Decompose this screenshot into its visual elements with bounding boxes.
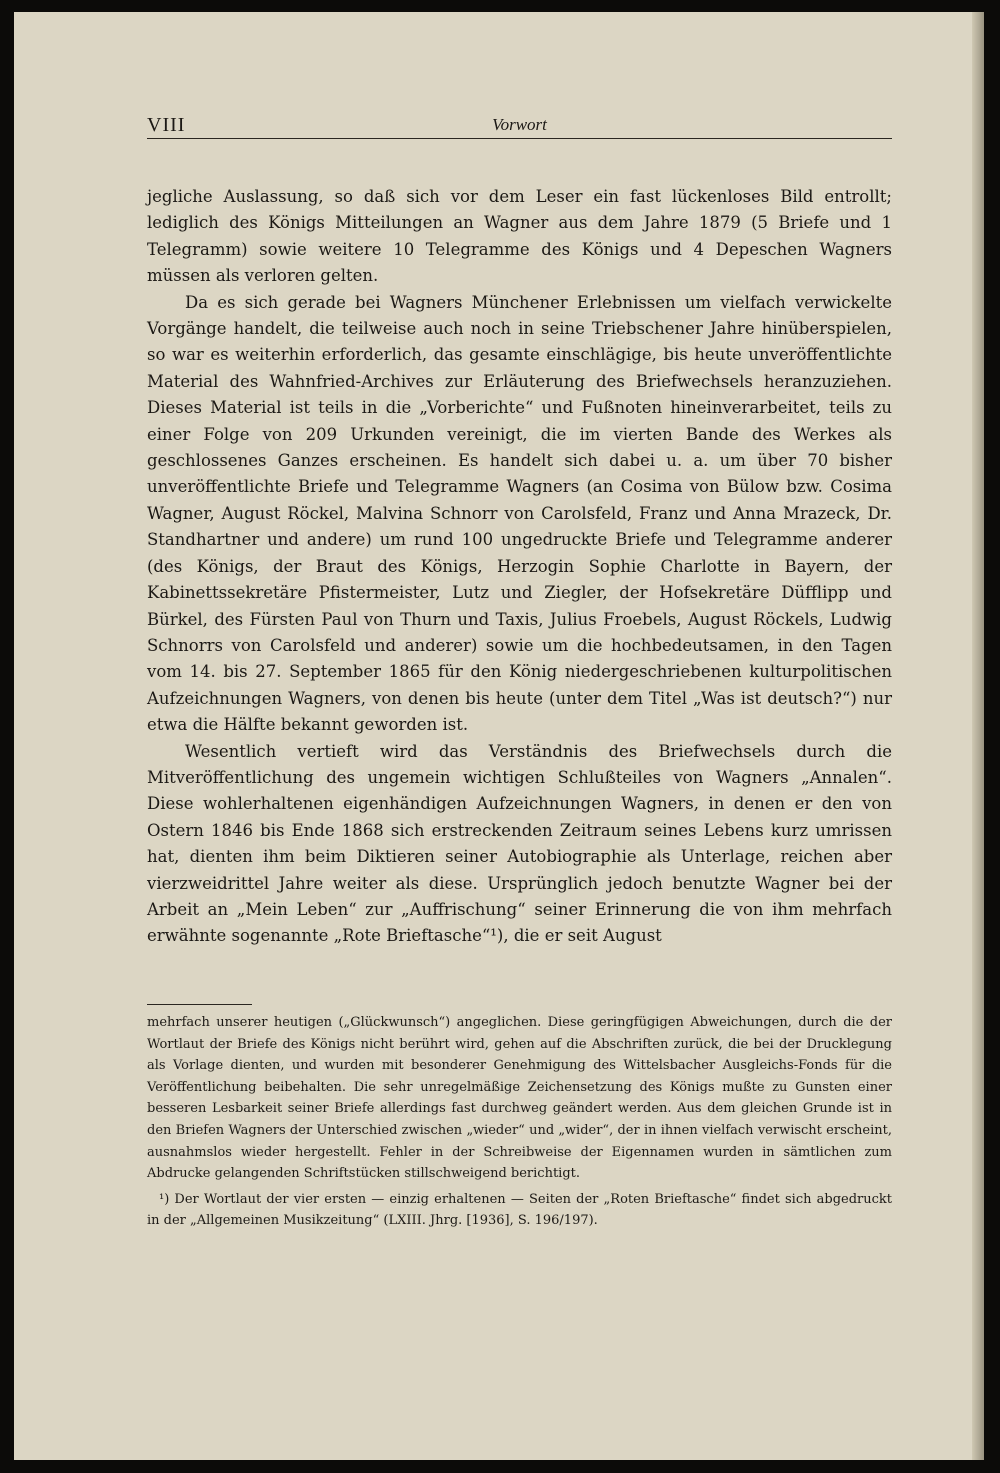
book-page xyxy=(14,12,984,1460)
paragraph-3: Wesentlich vertieft wird das Verständnis des Briefwechsels durch die Mitveröffentlichung des ungemein wichtigen Schlußteiles von Wagners „Annalen“. Diese wohlerhaltenen eigenhändigen Aufzeichnungen Wagners, in denen er den von Ostern 1846 bis Ende 1868 sich erstreckenden Zeitraum seines Lebens kurz umrissen hat, dienten ihm beim Diktieren seiner Autobiographie als Unterlage, reichen aber vierzweidrittel Jahre weiter als diese. Ursprünglich jedoch benutzte Wagner bei der Arbeit an „Mein Leben“ zur „Auffrischung“ seiner Erinnerung die von ihm mehrfach erwähnte sogenannte „Rote Brieftasche“¹), die er seit August xyxy=(147,741,892,946)
footnote-1: ¹) Der Wortlaut der vier ersten — einzig erhaltenen — Seiten der „Roten Brieftasche“ findet sich abgedruckt in der „Allgemeinen Musikzeitung“ (LXIII. Jhrg. [1936], S. 196/197). xyxy=(147,1191,892,1229)
page-edge-shadow xyxy=(972,12,984,1460)
footnotes xyxy=(147,1012,892,1232)
footnote-continuation: mehrfach unserer heutigen („Glückwunsch“) angeglichen. Diese geringfügigen Abweichungen, durch die der Wortlaut der Briefe des Königs nicht berührt wird, gehen auf die Abschriften zurück, die bei der Drucklegung als Vorlage dienten, und wurden mit besonderer Genehmigung des Wittelsbacher Ausgleichs-Fonds für die Veröffentlichung beibehalten. Die sehr unregelmäßige Zeichensetzung des Königs mußte zu Gunsten einer besseren Lesbarkeit seiner Briefe allerdings fast durchweg geändert werden. Aus dem gleichen Grunde ist in den Briefen Wagners der Unterschied zwischen „wieder“ und „wider“, der in ihnen vielfach verwischt erscheint, ausnahmslos wieder hergestellt. Fehler in der Schreibweise der Eigennamen wurden in sämtlichen zum Abdrucke gelangenden Schriftstücken stillschweigend berichtigt. xyxy=(147,1015,892,1182)
footnote-rule xyxy=(147,1004,252,1005)
paragraph-2: Da es sich gerade bei Wagners Münchener Erlebnissen um vielfach verwickelte Vorgänge handelt, die teilweise auch noch in seine Triebschener Jahre hinüberspielen, so war es weiterhin erforderlich, das gesamte einschlägige, bis heute unveröffentlichte Material des Wahnfried-Archives zur Erläuterung des Briefwechsels heranzuziehen. Dieses Material ist teils in die „Vorberichte“ und Fußnoten hineinverarbeitet, teils zu einer Folge von 209 Urkunden vereinigt, die im vierten Bande des Werkes als geschlossenes Ganzes erscheinen. Es handelt sich dabei u. a. um über 70 bisher unveröffentlichte Briefe und Telegramme Wagners (an Cosima von Bülow bzw. Cosima Wagner, August Röckel, Malvina Schnorr von Carolsfeld, Franz und Anna Mrazeck, Dr. Standhartner und andere) um rund 100 ungedruckte Briefe und Telegramme anderer (des Königs, der Braut des Königs, Herzogin Sophie Charlotte in Bayern, der Kabinettssekretäre Pfistermeister, Lutz und Ziegler, der Hofsekretäre Düfflipp und Bürkel, des Fürsten Paul von Thurn und Taxis, Julius Froebels, August Röckels, Ludwig Schnorrs von Carolsfeld und anderer) sowie um die hochbedeutsamen, in den Tagen vom 14. bis 27. September 1865 für den König niedergeschriebenen kulturpolitischen Aufzeichnungen Wagners, von denen bis heute (unter dem Titel „Was ist deutsch?“) nur etwa die Hälfte bekannt geworden ist. xyxy=(147,292,892,735)
page-header xyxy=(147,114,892,139)
paragraph-1: jegliche Auslassung, so daß sich vor dem Leser ein fast lückenloses Bild entrollt; lediglich des Königs Mitteilungen an Wagner aus dem Jahre 1879 (5 Briefe und 1 Telegramm) sowie weitere 10 Telegramme des Königs und 4 Depeschen Wagners müssen als verloren gelten. xyxy=(147,187,892,286)
main-text xyxy=(147,184,892,950)
running-head: Vorwort xyxy=(492,115,547,134)
page-number: VIII xyxy=(147,114,186,136)
